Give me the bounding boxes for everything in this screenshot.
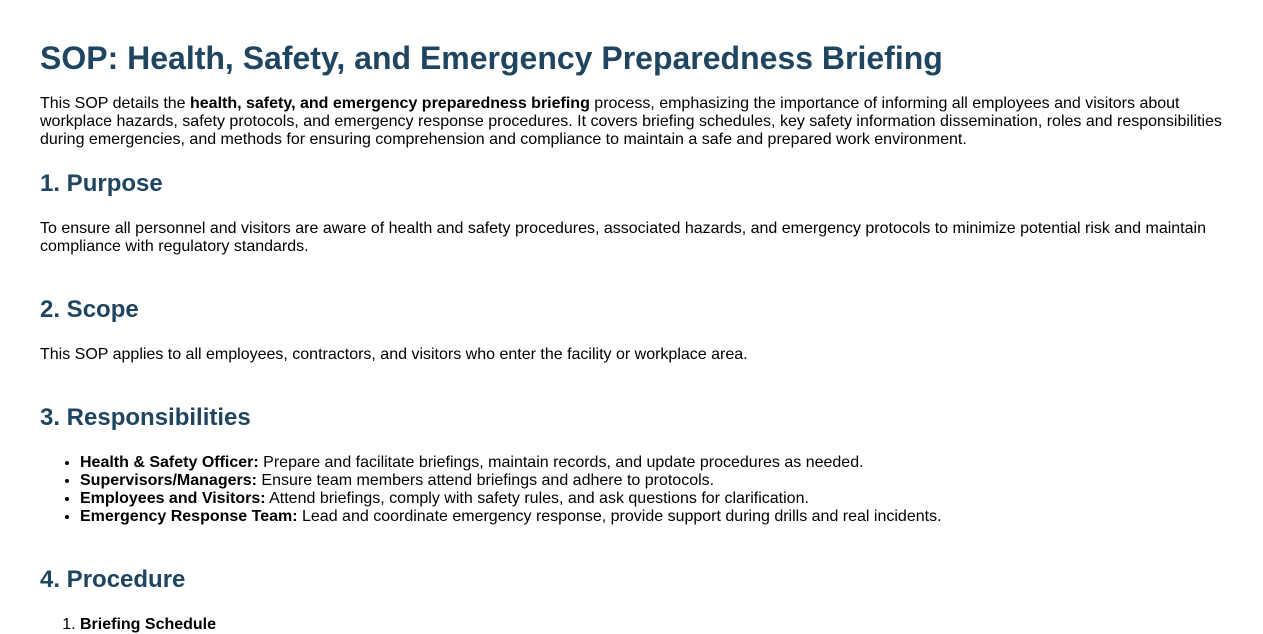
intro-text-after: process, emphasizing the importance of informing all employees and visitors about workplace hazards, safety protocols, and emergency response procedures. It covers briefing schedules, key safety information dissemination, roles and responsibilities during emergencies, and methods for ensuring comprehension and compliance to maintain a safe and prepared work environment. <box>40 95 1222 148</box>
procedure-step-label: Briefing Schedule <box>80 616 217 633</box>
role-description: Ensure team members attend briefings and adhere to protocols. <box>256 472 715 489</box>
list-item <box>80 472 1223 490</box>
list-item <box>80 490 1223 508</box>
role-label: Supervisors/Managers: <box>80 472 257 489</box>
intro-text-bold: health, safety, and emergency preparedness briefing <box>190 95 590 112</box>
role-description: Attend briefings, comply with safety rules, and ask questions for clarification. <box>265 490 809 507</box>
intro-text-before: This SOP details the <box>40 95 190 112</box>
responsibilities-list <box>40 454 1223 526</box>
section-heading-responsibilities: 3. Responsibilities <box>40 404 251 431</box>
list-item <box>80 508 1223 526</box>
role-description: Prepare and facilitate briefings, maintain records, and update procedures as needed. <box>258 454 864 471</box>
role-label: Employees and Visitors: <box>80 490 266 507</box>
list-item <box>80 454 1223 472</box>
page-title: SOP: Health, Safety, and Emergency Preparedness Briefing <box>40 40 943 76</box>
section-heading-purpose: 1. Purpose <box>40 170 163 197</box>
intro-paragraph <box>40 95 1223 149</box>
role-description: Lead and coordinate emergency response, provide support during drills and real incidents. <box>297 508 942 525</box>
purpose-text: To ensure all personnel and visitors are aware of health and safety procedures, associated hazards, and emergency protocols to minimize potential risk and maintain compliance with regulatory standards. <box>40 220 1206 255</box>
procedure-list <box>40 616 1223 634</box>
section-heading-scope: 2. Scope <box>40 296 139 323</box>
list-item <box>80 616 1223 634</box>
section-heading-procedure: 4. Procedure <box>40 566 186 593</box>
role-label: Emergency Response Team: <box>80 508 298 525</box>
role-label: Health & Safety Officer: <box>80 454 259 471</box>
scope-text: This SOP applies to all employees, contractors, and visitors who enter the facility or workplace area. <box>40 346 748 363</box>
